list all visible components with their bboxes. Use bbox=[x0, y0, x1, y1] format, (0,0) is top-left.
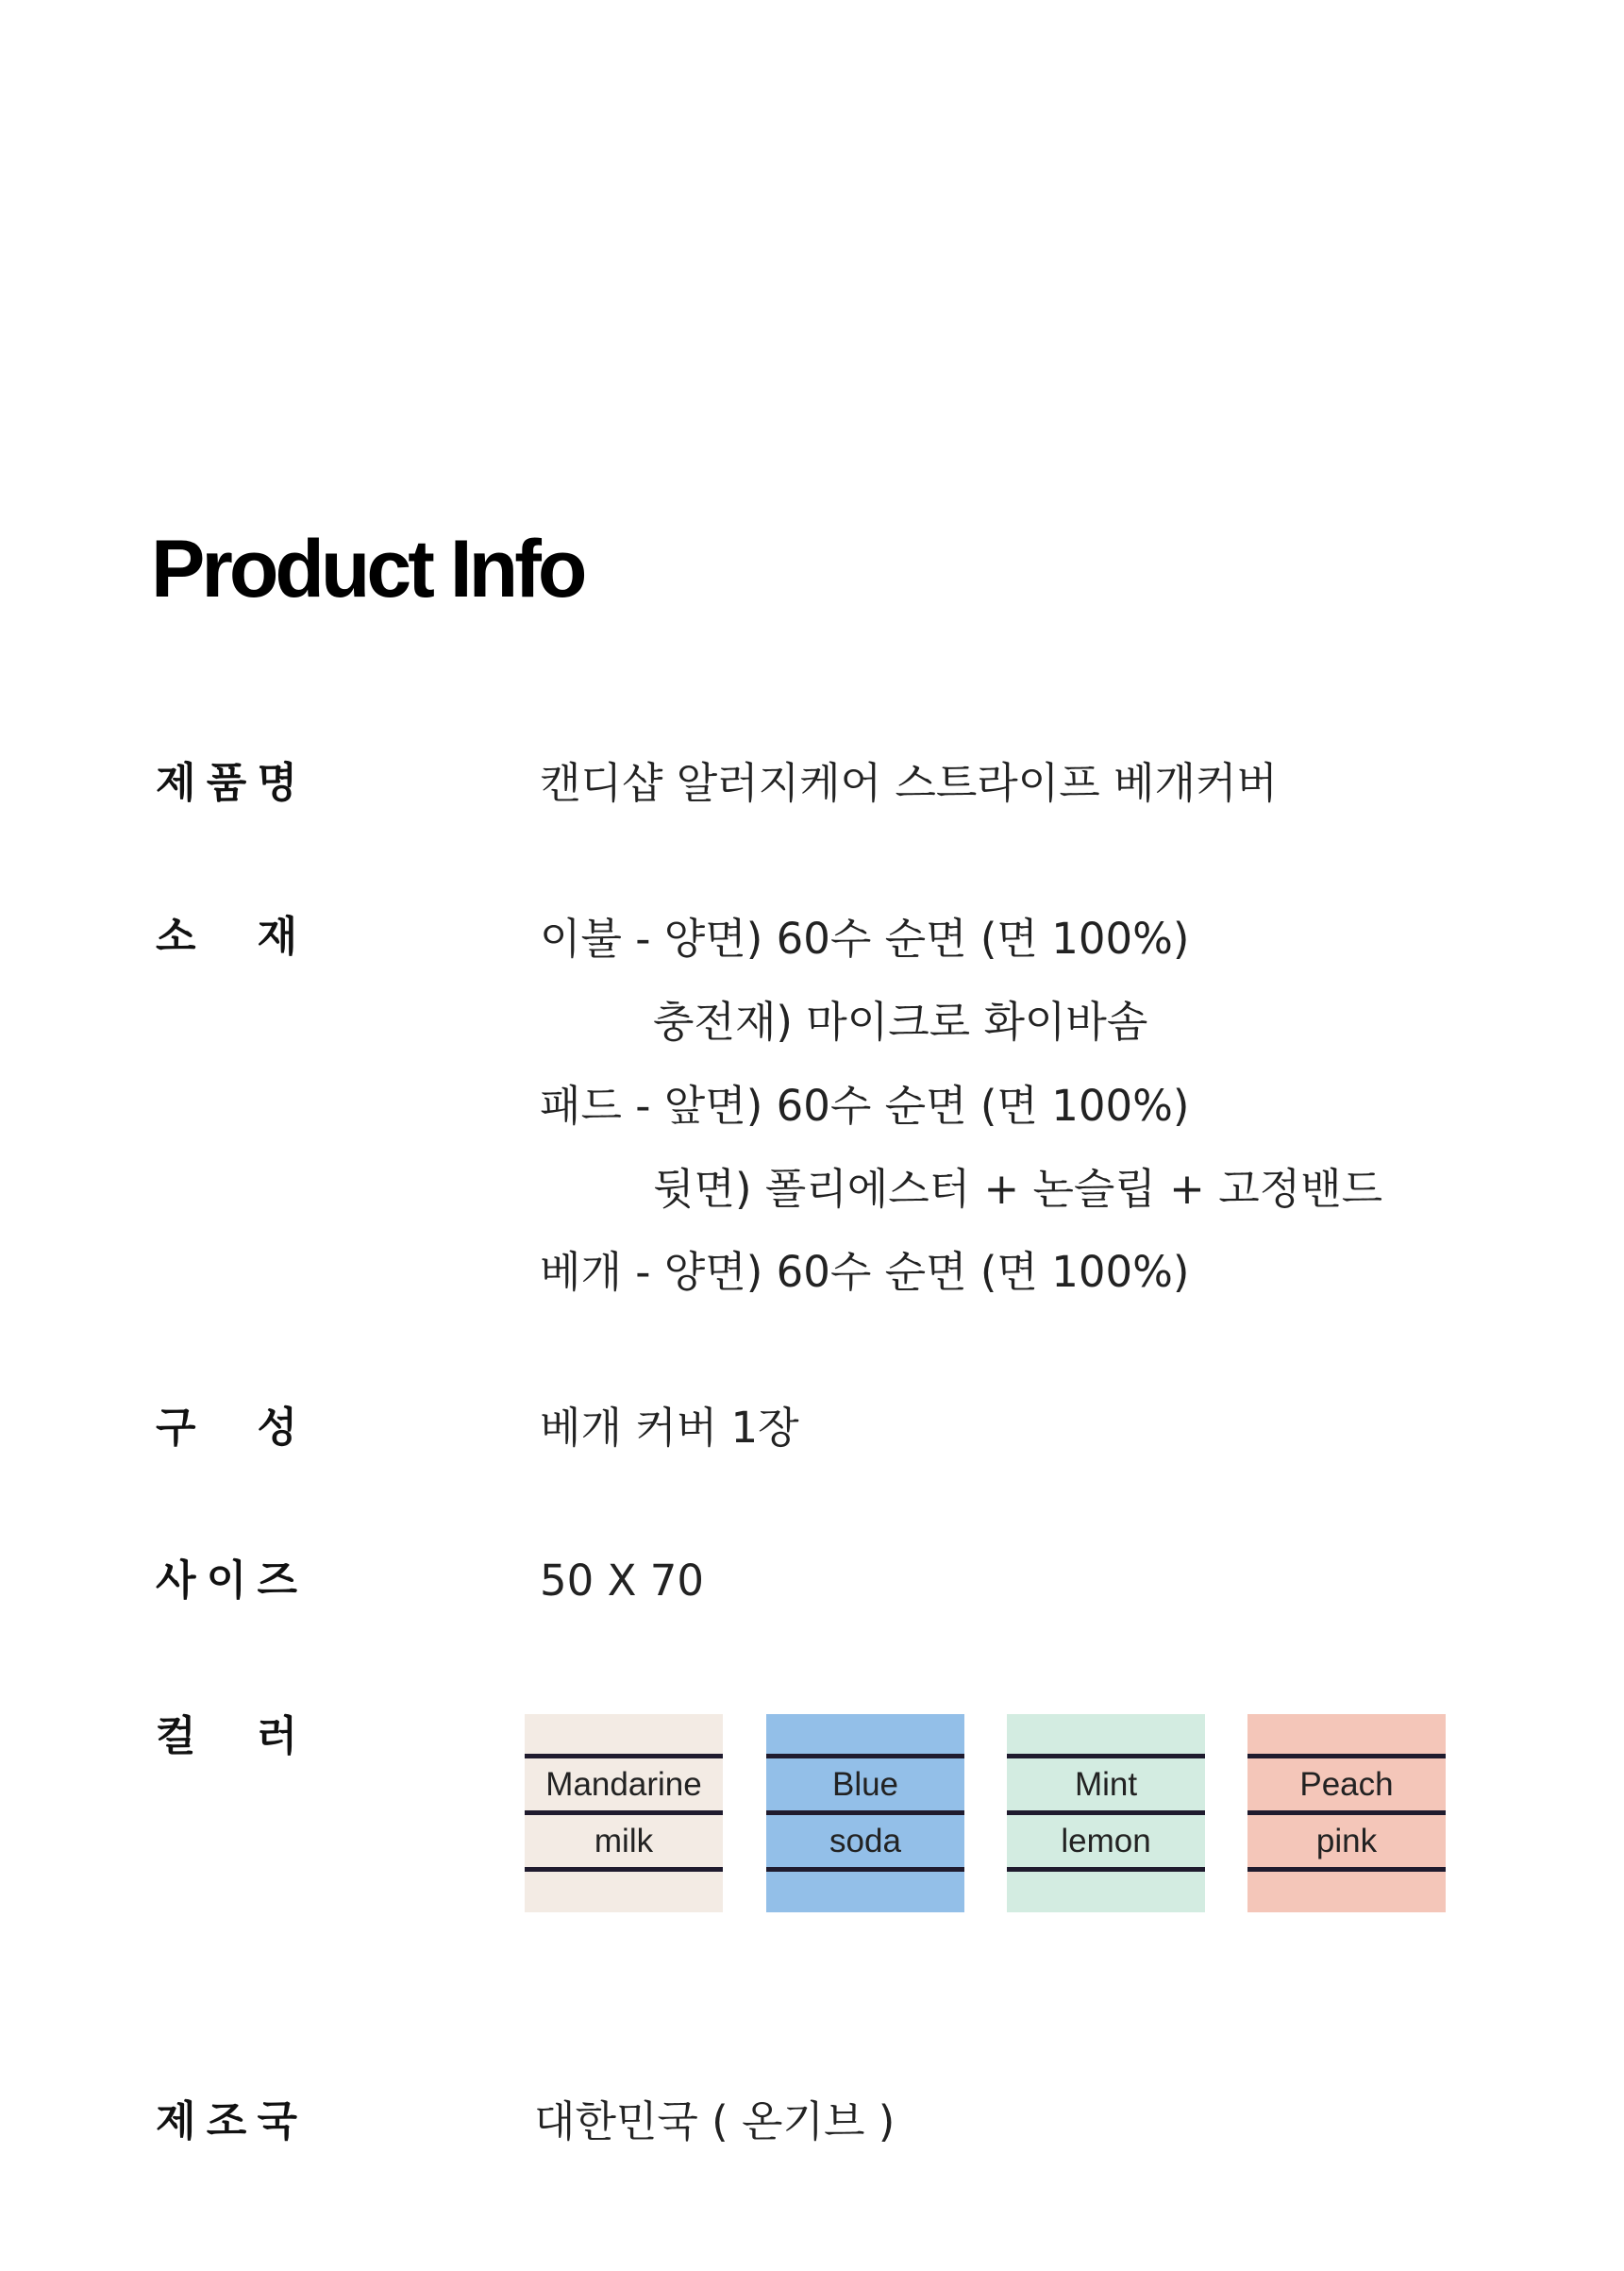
page-title: Product Info bbox=[151, 524, 584, 614]
label-char: 이 bbox=[206, 1556, 247, 1605]
label-char: 사 bbox=[156, 1556, 196, 1605]
material-line: 베개 - 양면) 60수 순면 (면 100%) bbox=[540, 1247, 1190, 1297]
material-line: 충전재) 마이크로 화이바솜 bbox=[653, 997, 1148, 1047]
label-material bbox=[156, 909, 297, 966]
color-swatch-peach-pink bbox=[1247, 1714, 1446, 1912]
label-char: 국 bbox=[257, 2097, 297, 2145]
label-char: 즈 bbox=[257, 1556, 297, 1605]
swatch-label: lemon bbox=[1061, 1823, 1151, 1859]
stripe bbox=[525, 1754, 723, 1758]
swatch-label: Mandarine bbox=[545, 1766, 702, 1803]
label-char: 품 bbox=[206, 759, 247, 807]
swatch-label: soda bbox=[829, 1823, 901, 1859]
size-value: 50 X 70 bbox=[540, 1556, 704, 1606]
color-swatch-blue-soda bbox=[766, 1714, 964, 1912]
product-name-value: 캔디샵 알러지케어 스트라이프 베개커버 bbox=[540, 758, 1278, 808]
material-line: 패드 - 앞면) 60수 순면 (면 100%) bbox=[540, 1081, 1190, 1131]
label-char: 러 bbox=[257, 1712, 297, 1760]
color-swatch-mint-lemon bbox=[1007, 1714, 1205, 1912]
label-origin bbox=[156, 2094, 297, 2150]
composition-value: 베개 커버 1장 bbox=[540, 1403, 799, 1453]
origin-value: 대한민국 ( 온기브 ) bbox=[534, 2096, 896, 2146]
stripe bbox=[1007, 1867, 1205, 1872]
swatch-label: Peach bbox=[1299, 1766, 1394, 1803]
color-swatch-mandarine-milk bbox=[525, 1714, 723, 1912]
swatch-label: milk bbox=[594, 1823, 654, 1859]
stripe bbox=[1007, 1810, 1205, 1815]
stripe bbox=[525, 1867, 723, 1872]
stripe bbox=[1247, 1867, 1446, 1872]
stripe bbox=[766, 1810, 964, 1815]
stripe bbox=[525, 1810, 723, 1815]
swatch-label: pink bbox=[1315, 1823, 1378, 1859]
swatch-label: Blue bbox=[831, 1766, 899, 1803]
label-char: 구 bbox=[156, 1404, 196, 1452]
label-char: 제 bbox=[156, 759, 196, 807]
label-char: 조 bbox=[206, 2097, 247, 2145]
label-char: 컬 bbox=[156, 1712, 196, 1760]
stripe bbox=[766, 1754, 964, 1758]
label-char: 성 bbox=[257, 1404, 297, 1452]
stripe bbox=[1247, 1810, 1446, 1815]
label-char: 제 bbox=[156, 2097, 196, 2145]
label-char: 재 bbox=[257, 913, 297, 961]
swatch-label: Mint bbox=[1074, 1766, 1138, 1803]
material-line: 이불 - 양면) 60수 순면 (면 100%) bbox=[540, 914, 1190, 964]
stripe bbox=[766, 1867, 964, 1872]
label-composition bbox=[156, 1400, 297, 1456]
stripe bbox=[1007, 1754, 1205, 1758]
label-size bbox=[156, 1553, 297, 1609]
material-line: 뒷면) 폴리에스터 + 논슬립 + 고정밴드 bbox=[653, 1164, 1383, 1214]
label-char: 소 bbox=[156, 913, 196, 961]
label-color bbox=[156, 1708, 297, 1765]
label-char: 명 bbox=[257, 759, 297, 807]
label-product-name bbox=[156, 755, 297, 812]
stripe bbox=[1247, 1754, 1446, 1758]
